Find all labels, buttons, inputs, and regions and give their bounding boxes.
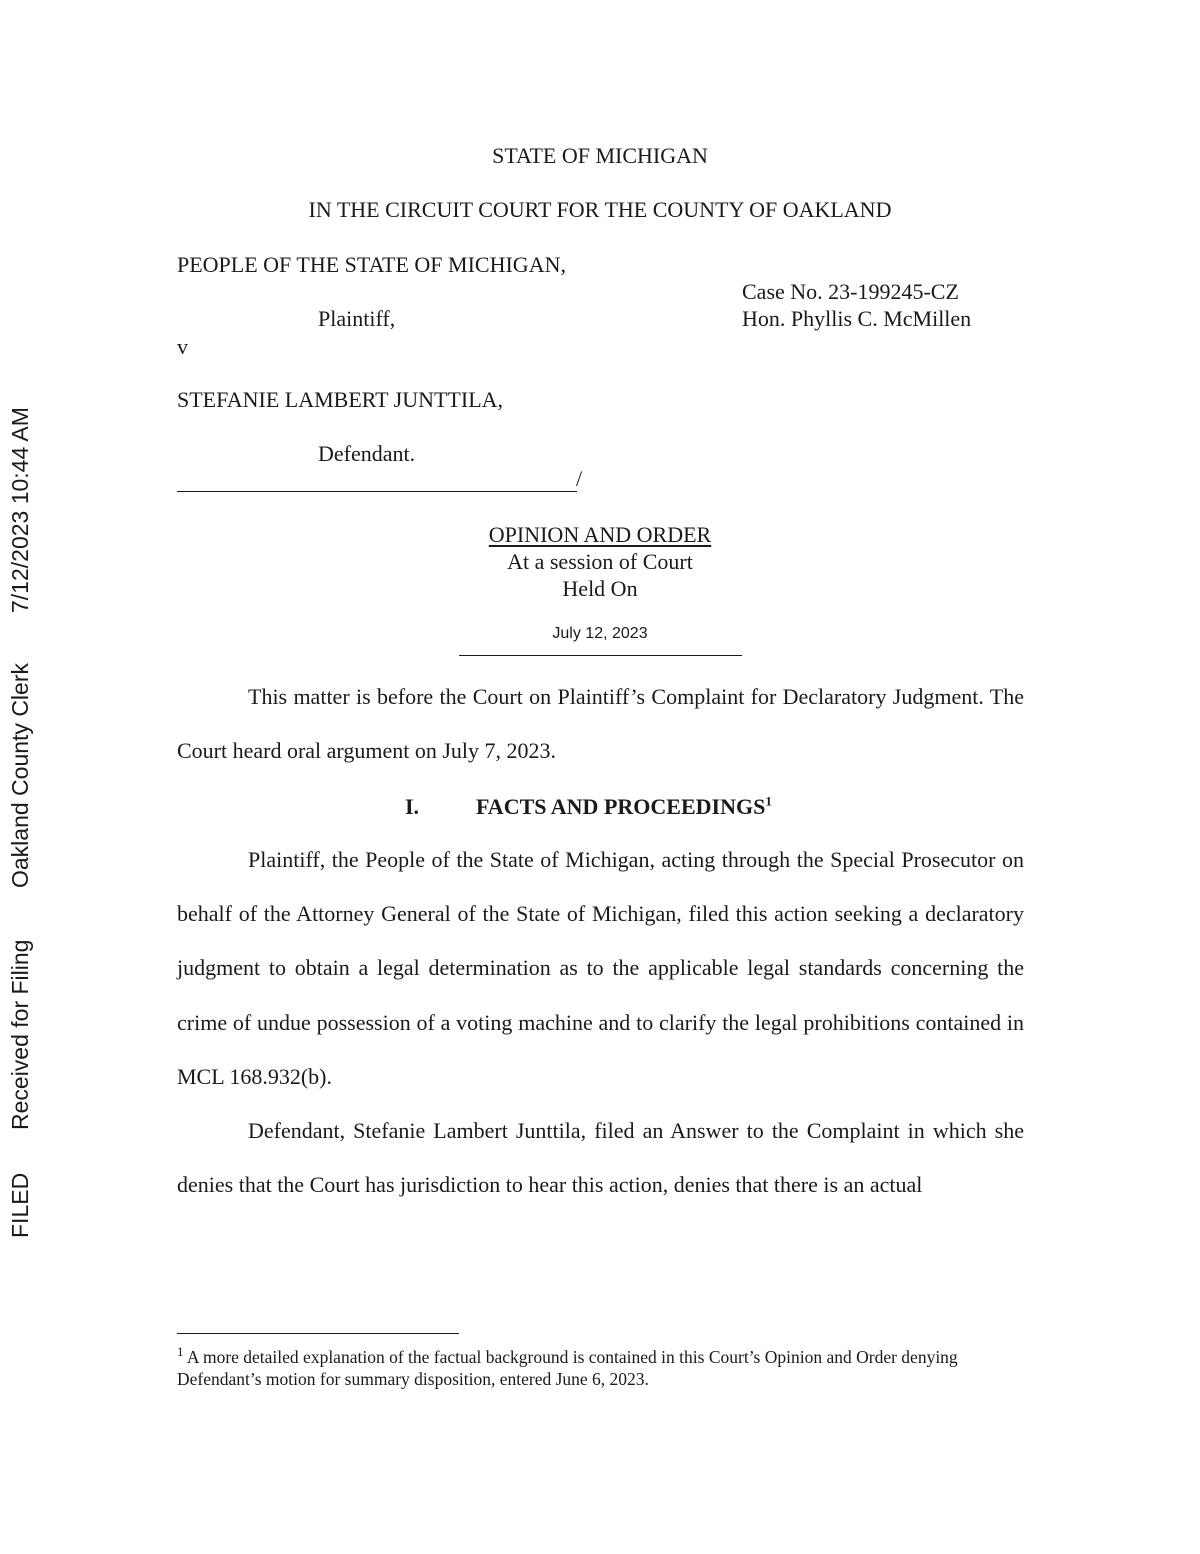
intro-text: This matter is before the Court on Plaintiff’s Complaint for Declaratory Judgment. The Court heard oral argument on July 7, 2023.: [177, 684, 1024, 764]
order-title: OPINION AND ORDER: [488, 522, 712, 547]
case-number: Case No. 23-199245-CZ: [742, 279, 959, 304]
stamp-received: Received for Filing: [7, 939, 33, 1130]
facts-text: Plaintiff, the People of the State of Michigan, acting through the Special Prosecutor on behalf of the Attorney General of the State of Michigan, filed this action seeking a declaratory judgment to obtain a legal determination as to the applicable legal standards concerning the crime of undue possession of a voting machine and to clarify the legal prohibitions contained in MCL 168.932(b).: [177, 847, 1024, 1089]
defendant-answer-paragraph: [177, 1104, 1024, 1212]
section-footnote-ref: 1: [765, 793, 772, 809]
judge-name: Hon. Phyllis C. McMillen: [742, 306, 972, 331]
versus: v: [177, 334, 188, 359]
state-heading: STATE OF MICHIGAN: [492, 143, 708, 168]
filing-stamp: [0, 0, 40, 1238]
stamp-timestamp: 7/12/2023 10:44 AM: [7, 407, 33, 613]
session-line-1: At a session of Court: [507, 549, 693, 574]
defendant-role: Defendant.: [318, 441, 416, 466]
facts-paragraph: [177, 833, 1024, 1104]
court-heading: IN THE CIRCUIT COURT FOR THE COUNTY OF OAKLAND: [308, 197, 892, 222]
footnote-text: A more detailed explanation of the factual background is contained in this Court’s Opinion and Order denying Defendant’s motion for summary disposition, entered June 6, 2023.: [177, 1347, 958, 1389]
section-heading: [476, 794, 772, 820]
stamp-clerk: Oakland County Clerk: [7, 663, 33, 888]
section-title: FACTS AND PROCEEDINGS: [476, 794, 766, 819]
order-title-wrap: [0, 522, 1200, 548]
plaintiff-role: Plaintiff,: [318, 306, 396, 331]
footnote-marker: 1: [177, 1344, 184, 1360]
defendant-name: STEFANIE LAMBERT JUNTTILA,: [177, 387, 504, 412]
plaintiff-name: PEOPLE OF THE STATE OF MICHIGAN,: [177, 252, 566, 277]
date-rule: [459, 655, 742, 656]
session-line-2: Held On: [562, 576, 638, 601]
section-number: I.: [405, 794, 420, 819]
intro-paragraph: [177, 670, 1024, 778]
footnote-rule: [177, 1333, 459, 1334]
defendant-answer-text: Defendant, Stefanie Lambert Junttila, filed an Answer to the Complaint in which she denies that the Court has jurisdiction to hear this action, denies that there is an actual: [177, 1118, 1024, 1198]
caption-slash: /: [576, 466, 583, 491]
order-date: July 12, 2023: [552, 625, 648, 642]
stamp-filed: FILED: [7, 1172, 33, 1238]
caption-rule: [177, 491, 577, 492]
footnote: [177, 1346, 1007, 1390]
